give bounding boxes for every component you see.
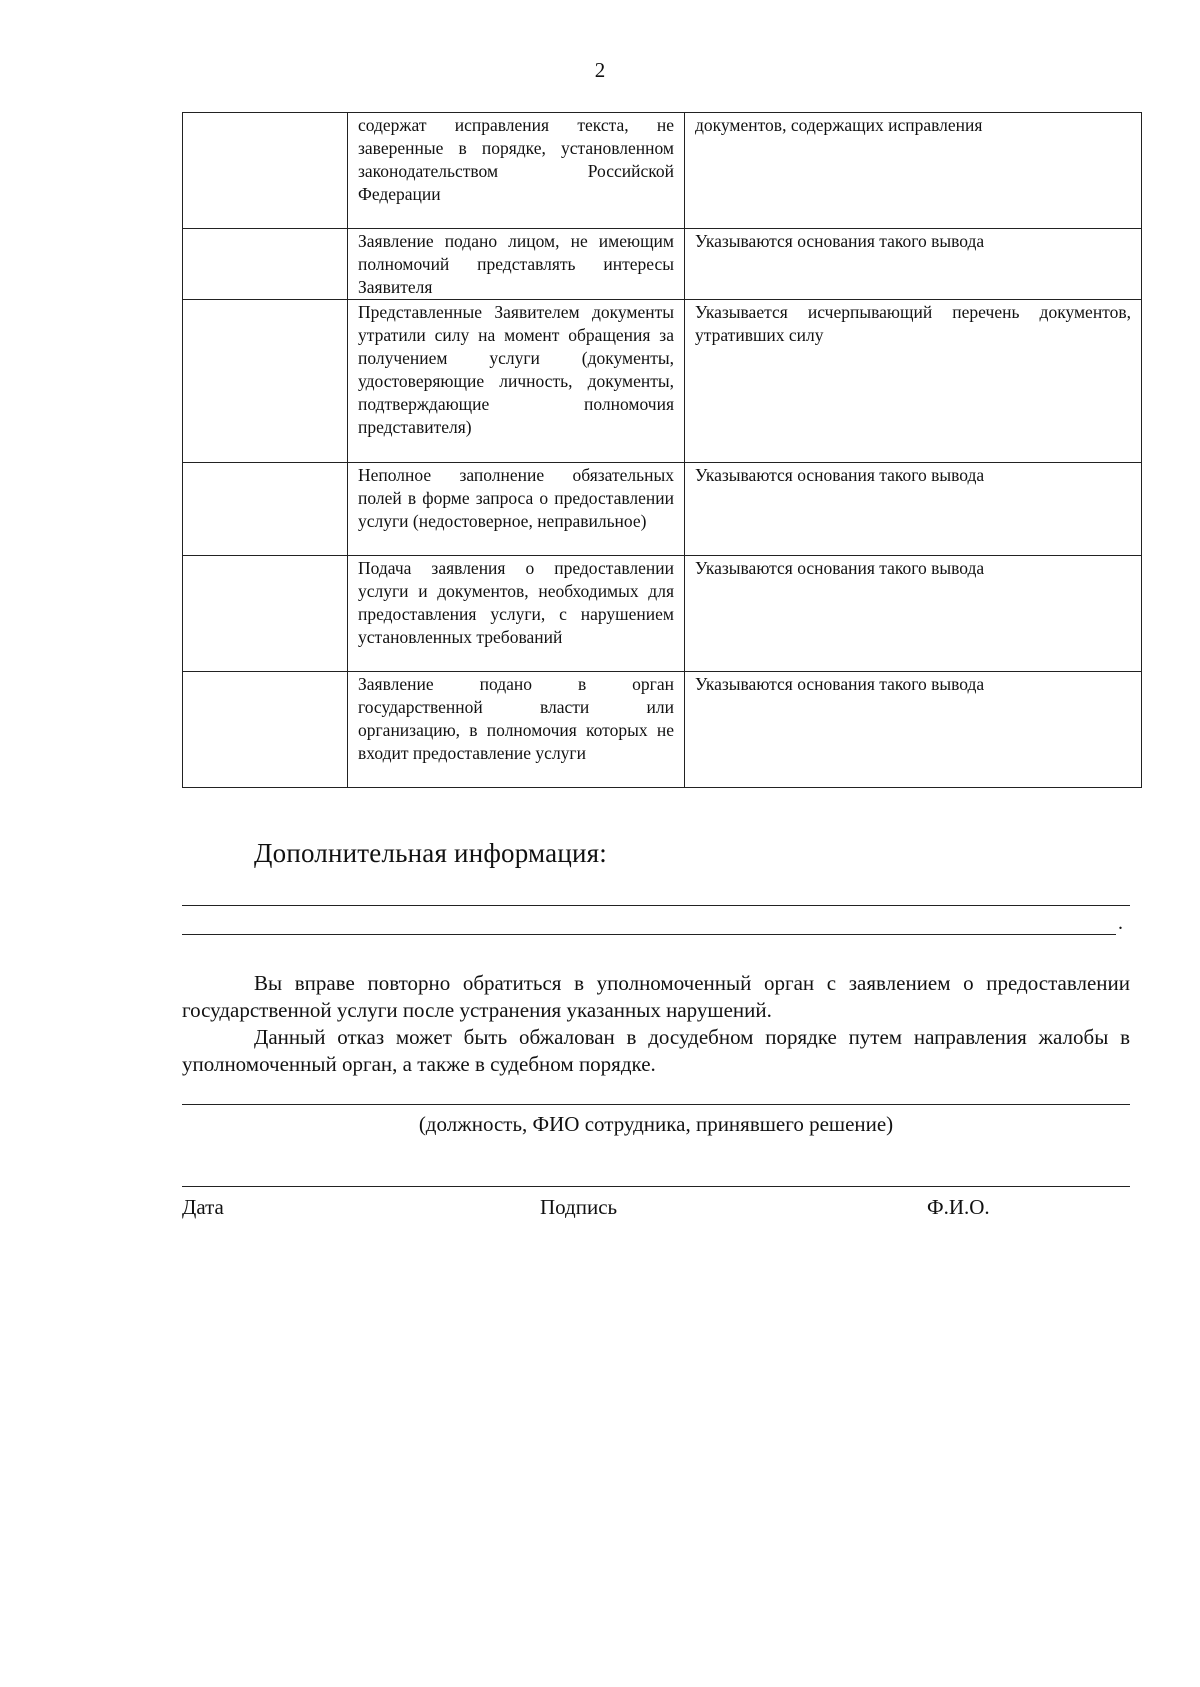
reason-cell: Представленные Заявителем документы утратили силу на момент обращения за получением услуги (документы, удостоверяющие личность, документы, подтверждающие полномочия представителя) bbox=[348, 300, 685, 463]
row-number-cell bbox=[183, 113, 348, 229]
official-signature-line bbox=[182, 1104, 1130, 1105]
reason-cell: Заявление подано в орган государственной власти или организацию, в полномочия которых не входит предоставление услуги bbox=[348, 672, 685, 788]
fio-label: Ф.И.О. bbox=[927, 1195, 990, 1219]
table-row bbox=[183, 672, 1142, 788]
refusal-grounds-table bbox=[182, 112, 1142, 788]
reason-cell: Подача заявления о предоставлении услуги и документов, необходимых для предоставления услуги, с нарушением установленных требований bbox=[348, 556, 685, 672]
explanation-cell: Указывается исчерпывающий перечень документов, утративших силу bbox=[685, 300, 1142, 463]
signature-line bbox=[182, 1186, 1130, 1187]
row-number-cell bbox=[183, 300, 348, 463]
row-number-cell bbox=[183, 463, 348, 556]
row-number-cell bbox=[183, 672, 348, 788]
explanation-cell: Указываются основания такого вывода bbox=[685, 672, 1142, 788]
additional-info-line-2 bbox=[182, 934, 1116, 935]
appeal-paragraph: Данный отказ может быть обжалован в досудебном порядке путем направления жалобы в уполномоченный орган, а также в судебном порядке. bbox=[182, 1025, 1130, 1076]
additional-info-title: Дополнительная информация: bbox=[254, 838, 607, 868]
official-caption: (должность, ФИО сотрудника, принявшего решение) bbox=[418, 1112, 894, 1136]
table-row bbox=[183, 229, 1142, 300]
explanation-cell: Указываются основания такого вывода bbox=[685, 463, 1142, 556]
table-row bbox=[183, 463, 1142, 556]
row-number-cell bbox=[183, 556, 348, 672]
table-row bbox=[183, 556, 1142, 672]
row-number-cell bbox=[183, 229, 348, 300]
reason-cell: содержат исправления текста, не заверенные в порядке, установленном законодательством Российской Федерации bbox=[348, 113, 685, 229]
explanation-cell: Указываются основания такого вывода bbox=[685, 556, 1142, 672]
reason-cell: Заявление подано лицом, не имеющим полномочий представлять интересы Заявителя bbox=[348, 229, 685, 300]
reapply-paragraph: Вы вправе повторно обратиться в уполномоченный орган с заявлением о предоставлении государственной услуги после устранения указанных нарушений. bbox=[182, 971, 1130, 1022]
page-number: 2 bbox=[594, 58, 606, 82]
signature-label: Подпись bbox=[540, 1195, 618, 1219]
additional-info-end-mark: . bbox=[1118, 912, 1123, 934]
date-label: Дата bbox=[182, 1195, 224, 1219]
table-row bbox=[183, 300, 1142, 463]
explanation-cell: документов, содержащих исправления bbox=[685, 113, 1142, 229]
table-row bbox=[183, 113, 1142, 229]
additional-info-line-1 bbox=[182, 905, 1130, 906]
reason-cell: Неполное заполнение обязательных полей в форме запроса о предоставлении услуги (недостоверное, неправильное) bbox=[348, 463, 685, 556]
explanation-cell: Указываются основания такого вывода bbox=[685, 229, 1142, 300]
